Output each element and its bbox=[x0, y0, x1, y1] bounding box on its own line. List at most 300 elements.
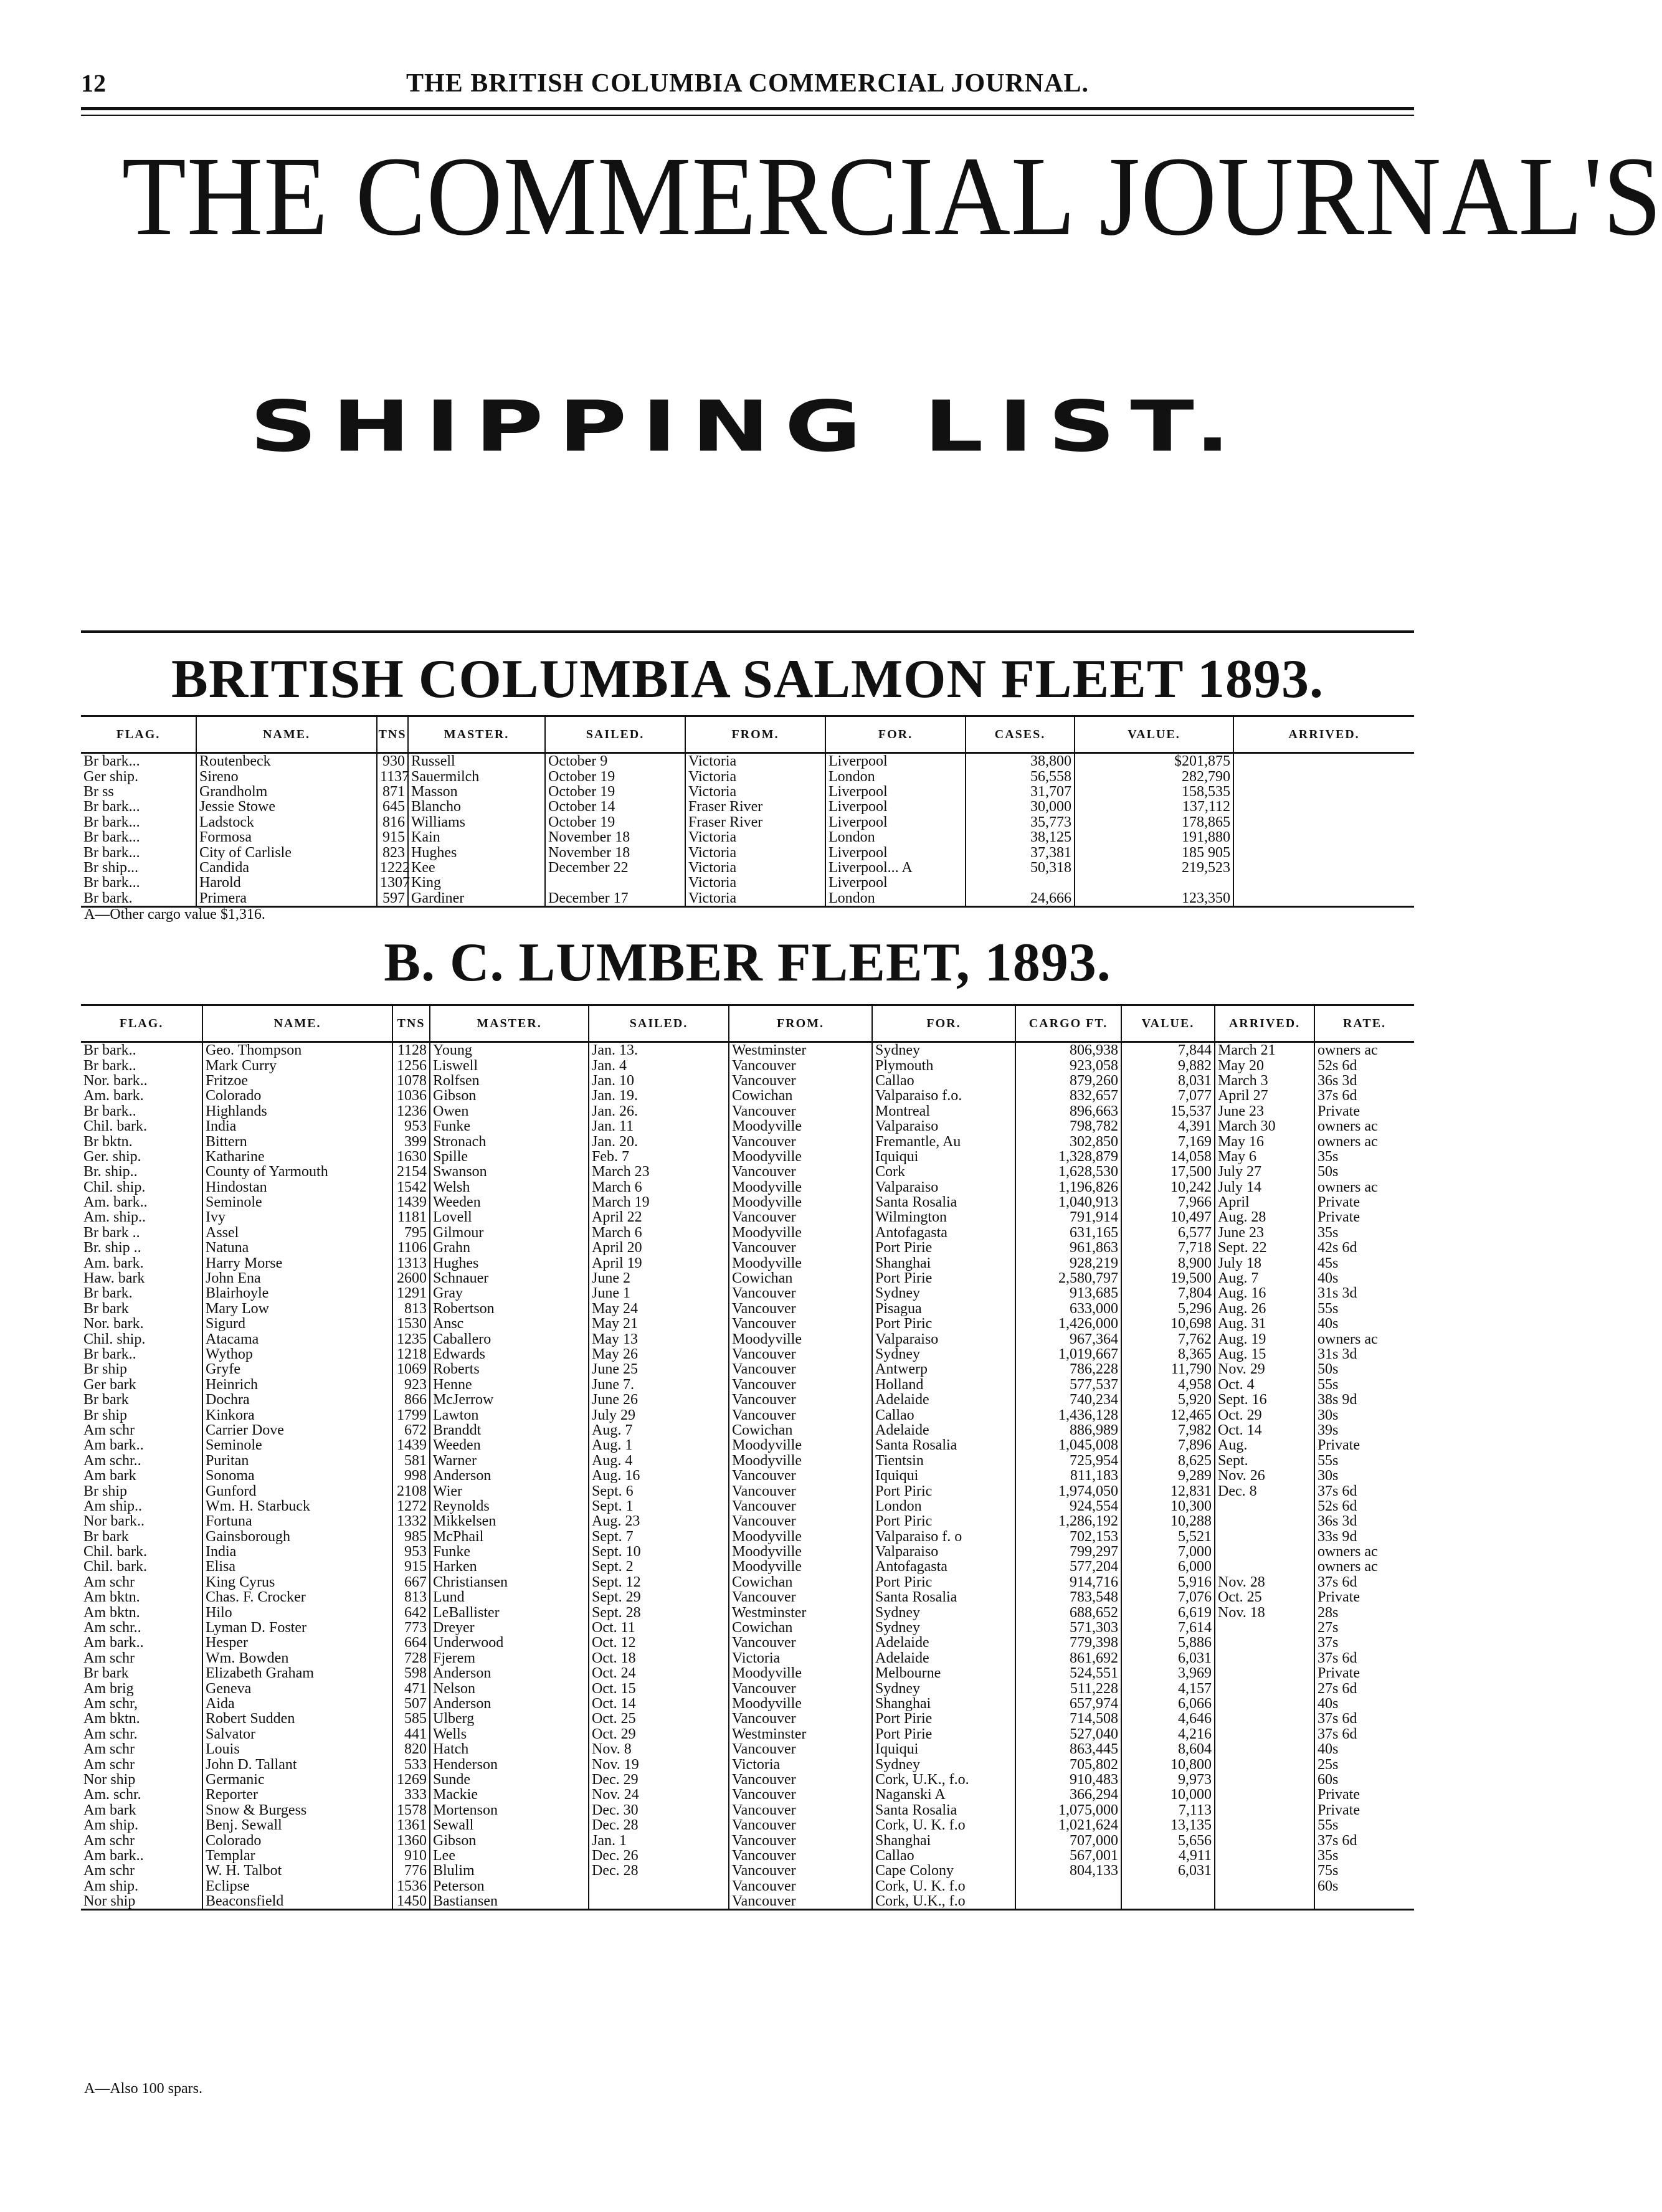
table-row bbox=[81, 1088, 1414, 1103]
table-cell: 832,657 bbox=[1015, 1088, 1121, 1103]
table-cell: Vancouver bbox=[729, 1301, 872, 1316]
table-cell: 471 bbox=[392, 1681, 430, 1696]
table-cell: Vancouver bbox=[729, 1894, 872, 1910]
table-row bbox=[81, 830, 1414, 845]
table-cell: Vancouver bbox=[729, 1742, 872, 1757]
table-cell: 52s 6d bbox=[1314, 1058, 1414, 1073]
table-row bbox=[81, 1073, 1414, 1088]
table-cell: 7,169 bbox=[1121, 1134, 1215, 1149]
table-cell: 6,031 bbox=[1121, 1651, 1215, 1666]
table-cell: McJerrow bbox=[430, 1392, 589, 1407]
table-row bbox=[81, 1195, 1414, 1210]
table-cell: 52s 6d bbox=[1314, 1499, 1414, 1514]
table-cell: Katharine bbox=[202, 1149, 392, 1164]
table-cell: June 2 bbox=[589, 1271, 729, 1286]
column-header: RATE. bbox=[1314, 1005, 1414, 1042]
table-cell: Lawton bbox=[430, 1407, 589, 1422]
column-header: SAILED. bbox=[545, 716, 685, 753]
table-cell: India bbox=[202, 1544, 392, 1559]
table-row bbox=[81, 1119, 1414, 1134]
table-cell: May 26 bbox=[589, 1347, 729, 1362]
table-cell: Iquiqui bbox=[872, 1468, 1015, 1483]
table-cell: Caballero bbox=[430, 1331, 589, 1346]
table-cell: Victoria bbox=[685, 784, 825, 799]
table-cell: 776 bbox=[392, 1863, 430, 1878]
table-cell: Moodyville bbox=[729, 1180, 872, 1195]
table-cell: Heinrich bbox=[202, 1377, 392, 1392]
table-cell: 2,580,797 bbox=[1015, 1271, 1121, 1286]
table-cell: Aug. 1 bbox=[589, 1438, 729, 1453]
table-cell: 12,831 bbox=[1121, 1483, 1215, 1498]
table-cell: Callao bbox=[872, 1848, 1015, 1863]
table-cell: 2154 bbox=[392, 1164, 430, 1179]
table-cell: Br bark bbox=[83, 1300, 129, 1317]
table-cell: 27s 6d bbox=[1314, 1681, 1414, 1696]
table-cell: 55s bbox=[1314, 1377, 1414, 1392]
table-cell: 10,800 bbox=[1121, 1757, 1215, 1772]
table-cell: Santa Rosalia bbox=[872, 1195, 1015, 1210]
table-cell: Holland bbox=[872, 1377, 1015, 1392]
table-cell: Br bark. bbox=[83, 1285, 133, 1302]
table-row bbox=[81, 1438, 1414, 1453]
table-cell: 30,000 bbox=[966, 799, 1075, 814]
table-cell: Cowichan bbox=[729, 1620, 872, 1635]
salmon-header-row bbox=[81, 716, 1414, 753]
table-cell: Vancouver bbox=[729, 1347, 872, 1362]
table-cell: Fremantle, Au bbox=[872, 1134, 1015, 1149]
table-cell: Assel bbox=[202, 1225, 392, 1240]
lumber-fleet-table bbox=[81, 1004, 1414, 1911]
table-cell: 707,000 bbox=[1015, 1833, 1121, 1848]
table-cell: Wier bbox=[430, 1483, 589, 1498]
table-cell: Elisa bbox=[202, 1559, 392, 1574]
table-cell: Oct. 11 bbox=[589, 1620, 729, 1635]
column-header: FOR. bbox=[872, 1005, 1015, 1042]
table-cell: Aug. 19 bbox=[1215, 1331, 1314, 1346]
table-cell bbox=[1215, 1499, 1314, 1514]
table-cell: Gryfe bbox=[202, 1362, 392, 1377]
table-cell: 37s 6d bbox=[1314, 1833, 1414, 1848]
table-row bbox=[81, 1803, 1414, 1818]
table-cell: 507 bbox=[392, 1696, 430, 1711]
table-row bbox=[81, 1863, 1414, 1878]
table-row bbox=[81, 1104, 1414, 1119]
table-cell: Primera bbox=[196, 891, 377, 907]
table-cell: Adelaide bbox=[872, 1651, 1015, 1666]
table-cell: 158,535 bbox=[1075, 784, 1233, 799]
table-row bbox=[81, 1818, 1414, 1833]
table-cell: Vancouver bbox=[729, 1407, 872, 1422]
table-cell: 42s 6d bbox=[1314, 1240, 1414, 1255]
table-cell: Sept. 12 bbox=[589, 1575, 729, 1590]
table-row bbox=[81, 1696, 1414, 1711]
table-cell: Oct. 18 bbox=[589, 1651, 729, 1666]
table-cell: 1218 bbox=[392, 1347, 430, 1362]
table-cell: Ladstock bbox=[196, 815, 377, 830]
table-cell: Sunde bbox=[430, 1772, 589, 1787]
table-cell: 688,652 bbox=[1015, 1605, 1121, 1620]
table-cell: Dec. 28 bbox=[589, 1818, 729, 1833]
table-cell: 9,973 bbox=[1121, 1772, 1215, 1787]
table-cell: Fortuna bbox=[202, 1514, 392, 1529]
table-cell: Colorado bbox=[202, 1833, 392, 1848]
table-cell: July 27 bbox=[1215, 1164, 1314, 1179]
table-cell: Sydney bbox=[872, 1286, 1015, 1301]
column-header: MASTER. bbox=[430, 1005, 589, 1042]
table-cell bbox=[1233, 799, 1414, 814]
table-cell: 879,260 bbox=[1015, 1073, 1121, 1088]
table-cell: Aug. 4 bbox=[589, 1453, 729, 1468]
table-cell: 40s bbox=[1314, 1696, 1414, 1711]
column-header: ARRIVED. bbox=[1233, 716, 1414, 753]
table-cell: July 14 bbox=[1215, 1180, 1314, 1195]
table-row bbox=[81, 1164, 1414, 1179]
column-header: NAME. bbox=[202, 1005, 392, 1042]
table-cell: March 6 bbox=[589, 1180, 729, 1195]
table-cell: Am schr bbox=[83, 1756, 135, 1773]
table-cell: Santa Rosalia bbox=[872, 1590, 1015, 1605]
table-cell: 813 bbox=[392, 1301, 430, 1316]
table-cell: Am schr.. bbox=[83, 1452, 141, 1469]
table-cell bbox=[1075, 875, 1233, 890]
table-cell: W. H. Talbot bbox=[202, 1863, 392, 1878]
table-cell bbox=[966, 875, 1075, 890]
table-cell: 667 bbox=[392, 1575, 430, 1590]
table-cell: Victoria bbox=[685, 860, 825, 875]
table-cell: Wm. H. Starbuck bbox=[202, 1499, 392, 1514]
table-cell: Am ship. bbox=[83, 1817, 139, 1834]
table-cell: Liverpool bbox=[825, 784, 966, 799]
table-cell: Moodyville bbox=[729, 1438, 872, 1453]
table-cell: Vancouver bbox=[729, 1514, 872, 1529]
table-cell: April 27 bbox=[1215, 1088, 1314, 1103]
table-cell: Funke bbox=[430, 1544, 589, 1559]
table-cell: Vancouver bbox=[729, 1878, 872, 1893]
table-cell: 2108 bbox=[392, 1483, 430, 1498]
table-cell: Westminster bbox=[729, 1727, 872, 1742]
table-cell: LeBallister bbox=[430, 1605, 589, 1620]
table-cell: Liverpool... A bbox=[825, 860, 966, 875]
table-cell: 633,000 bbox=[1015, 1301, 1121, 1316]
table-cell: Private bbox=[1314, 1787, 1414, 1802]
table-cell: Feb. 7 bbox=[589, 1149, 729, 1164]
table-cell: 191,880 bbox=[1075, 830, 1233, 845]
table-row bbox=[81, 891, 1414, 907]
column-header: TNS bbox=[377, 716, 408, 753]
table-cell: Valparaiso f.o. bbox=[872, 1088, 1015, 1103]
table-cell: 806,938 bbox=[1015, 1042, 1121, 1058]
table-cell: 13,135 bbox=[1121, 1818, 1215, 1833]
lumber-fleet-title: B. C. LUMBER FLEET, 1893. bbox=[384, 933, 1111, 993]
table-cell: 1,021,624 bbox=[1015, 1818, 1121, 1833]
table-row bbox=[81, 799, 1414, 814]
table-cell: Private bbox=[1314, 1210, 1414, 1225]
table-cell: Oct. 25 bbox=[589, 1711, 729, 1726]
table-cell: Am schr bbox=[83, 1863, 135, 1879]
table-row bbox=[81, 1392, 1414, 1407]
table-cell: March 3 bbox=[1215, 1073, 1314, 1088]
table-cell: Westminster bbox=[729, 1605, 872, 1620]
table-row bbox=[81, 1514, 1414, 1529]
table-row bbox=[81, 1742, 1414, 1757]
table-cell: 5,521 bbox=[1121, 1529, 1215, 1544]
table-cell bbox=[1233, 784, 1414, 799]
table-row bbox=[81, 1772, 1414, 1787]
table-cell bbox=[1215, 1818, 1314, 1833]
table-cell: Private bbox=[1314, 1590, 1414, 1605]
table-cell: November 18 bbox=[545, 845, 685, 860]
table-cell: Nelson bbox=[430, 1681, 589, 1696]
table-cell: Adelaide bbox=[872, 1635, 1015, 1650]
table-cell: Moodyville bbox=[729, 1696, 872, 1711]
table-cell: Anderson bbox=[430, 1666, 589, 1681]
table-cell: May 13 bbox=[589, 1331, 729, 1346]
table-cell: 37s bbox=[1314, 1635, 1414, 1650]
table-row bbox=[81, 1559, 1414, 1574]
table-cell: Jan. 11 bbox=[589, 1119, 729, 1134]
table-cell: Am. schr. bbox=[83, 1787, 141, 1803]
table-cell: Schnauer bbox=[430, 1271, 589, 1286]
table-cell: 1235 bbox=[392, 1331, 430, 1346]
running-head bbox=[81, 69, 1414, 103]
table-cell: 7,076 bbox=[1121, 1590, 1215, 1605]
table-cell: 38,800 bbox=[966, 753, 1075, 769]
table-cell: 50s bbox=[1314, 1164, 1414, 1179]
table-cell: Mark Curry bbox=[202, 1058, 392, 1073]
table-row bbox=[81, 1727, 1414, 1742]
table-cell: owners ac bbox=[1314, 1180, 1414, 1195]
table-cell: Fraser River bbox=[685, 815, 825, 830]
table-cell: 6,031 bbox=[1121, 1863, 1215, 1878]
table-cell: Am bark.. bbox=[83, 1437, 144, 1454]
table-cell: 585 bbox=[392, 1711, 430, 1726]
table-row bbox=[81, 1407, 1414, 1422]
table-cell: 861,692 bbox=[1015, 1651, 1121, 1666]
table-cell: 1,628,530 bbox=[1015, 1164, 1121, 1179]
table-row bbox=[81, 1453, 1414, 1468]
table-cell: Br ss bbox=[83, 783, 114, 800]
column-header: VALUE. bbox=[1075, 716, 1233, 753]
table-cell: Oct. 4 bbox=[1215, 1377, 1314, 1392]
table-cell: 1360 bbox=[392, 1833, 430, 1848]
table-cell: April 19 bbox=[589, 1255, 729, 1270]
table-cell: owners ac bbox=[1314, 1559, 1414, 1574]
table-cell: Jan. 13. bbox=[589, 1042, 729, 1058]
table-cell: 50s bbox=[1314, 1362, 1414, 1377]
table-cell: Port Pirie bbox=[872, 1711, 1015, 1726]
table-cell: Antwerp bbox=[872, 1362, 1015, 1377]
table-cell: Br bark bbox=[83, 1528, 129, 1545]
table-cell: Chil. bark. bbox=[83, 1559, 147, 1575]
table-cell: Liverpool bbox=[825, 875, 966, 890]
table-cell: Warner bbox=[430, 1453, 589, 1468]
table-cell: Jan. 1 bbox=[589, 1833, 729, 1848]
table-cell: Vancouver bbox=[729, 1848, 872, 1863]
table-cell: Kinkora bbox=[202, 1407, 392, 1422]
table-cell: 863,445 bbox=[1015, 1742, 1121, 1757]
table-cell: Hughes bbox=[408, 845, 545, 860]
table-cell: Naganski A bbox=[872, 1787, 1015, 1802]
table-cell: 1291 bbox=[392, 1286, 430, 1301]
table-cell: Tientsin bbox=[872, 1453, 1015, 1468]
table-cell: March 6 bbox=[589, 1225, 729, 1240]
table-cell: Shanghai bbox=[872, 1833, 1015, 1848]
table-cell: $201,875 bbox=[1075, 753, 1233, 769]
table-cell: 7,614 bbox=[1121, 1620, 1215, 1635]
table-cell: 30s bbox=[1314, 1407, 1414, 1422]
table-row bbox=[81, 753, 1414, 769]
table-cell: 1,974,050 bbox=[1015, 1483, 1121, 1498]
table-cell: Snow & Burgess bbox=[202, 1803, 392, 1818]
table-cell: Vancouver bbox=[729, 1392, 872, 1407]
table-cell: Sept. 22 bbox=[1215, 1240, 1314, 1255]
table-cell: June 26 bbox=[589, 1392, 729, 1407]
table-cell: March 30 bbox=[1215, 1119, 1314, 1134]
table-cell: 7,762 bbox=[1121, 1331, 1215, 1346]
table-cell bbox=[1215, 1742, 1314, 1757]
table-cell: Welsh bbox=[430, 1180, 589, 1195]
table-cell: April bbox=[1215, 1195, 1314, 1210]
table-cell: Lovell bbox=[430, 1210, 589, 1225]
table-row bbox=[81, 1605, 1414, 1620]
table-cell: 55s bbox=[1314, 1453, 1414, 1468]
table-cell: Am. bark. bbox=[83, 1255, 144, 1271]
table-cell bbox=[1233, 769, 1414, 784]
table-cell: 60s bbox=[1314, 1878, 1414, 1893]
table-cell: Benj. Sewall bbox=[202, 1818, 392, 1833]
table-cell: India bbox=[202, 1119, 392, 1134]
table-cell: 178,865 bbox=[1075, 815, 1233, 830]
table-cell: Aug. bbox=[1215, 1438, 1314, 1453]
masthead-title: THE COMMERCIAL JOURNAL'S bbox=[121, 134, 1662, 259]
table-cell: Moodyville bbox=[729, 1255, 872, 1270]
table-cell: Nor bark.. bbox=[83, 1513, 145, 1530]
table-cell: 804,133 bbox=[1015, 1863, 1121, 1878]
table-cell: 1361 bbox=[392, 1818, 430, 1833]
table-row bbox=[81, 860, 1414, 875]
table-cell: Sonoma bbox=[202, 1468, 392, 1483]
table-cell: Dec. 30 bbox=[589, 1803, 729, 1818]
table-cell: 783,548 bbox=[1015, 1590, 1121, 1605]
table-cell: Vancouver bbox=[729, 1164, 872, 1179]
table-cell: 37s 6d bbox=[1314, 1483, 1414, 1498]
table-cell: 5,916 bbox=[1121, 1575, 1215, 1590]
table-cell: 820 bbox=[392, 1742, 430, 1757]
table-cell: 799,297 bbox=[1015, 1544, 1121, 1559]
table-cell bbox=[1215, 1711, 1314, 1726]
table-cell: Kee bbox=[408, 860, 545, 875]
table-cell: 779,398 bbox=[1015, 1635, 1121, 1650]
table-cell: Vancouver bbox=[729, 1833, 872, 1848]
table-cell: 597 bbox=[377, 891, 408, 907]
table-cell: Vancouver bbox=[729, 1499, 872, 1514]
column-header: FROM. bbox=[685, 716, 825, 753]
table-cell: Jan. 20. bbox=[589, 1134, 729, 1149]
table-cell: Valparaiso bbox=[872, 1544, 1015, 1559]
table-cell: Hesper bbox=[202, 1635, 392, 1650]
table-cell: Am ship.. bbox=[83, 1498, 143, 1514]
table-cell: Bittern bbox=[202, 1134, 392, 1149]
table-cell: April 20 bbox=[589, 1240, 729, 1255]
table-cell: 30s bbox=[1314, 1468, 1414, 1483]
table-cell: 12,465 bbox=[1121, 1407, 1215, 1422]
table-cell: Victoria bbox=[685, 845, 825, 860]
table-cell: 1106 bbox=[392, 1240, 430, 1255]
table-row bbox=[81, 1240, 1414, 1255]
table-cell: Eclipse bbox=[202, 1878, 392, 1893]
table-cell: Grandholm bbox=[196, 784, 377, 799]
table-cell: Robertson bbox=[430, 1301, 589, 1316]
table-cell bbox=[1215, 1651, 1314, 1666]
table-cell: Vancouver bbox=[729, 1772, 872, 1787]
table-cell: King bbox=[408, 875, 545, 890]
table-cell: 35s bbox=[1314, 1848, 1414, 1863]
table-cell: Owen bbox=[430, 1104, 589, 1119]
table-cell: Gilmour bbox=[430, 1225, 589, 1240]
table-cell: Am bark bbox=[83, 1468, 136, 1484]
table-cell: Oct. 14 bbox=[589, 1696, 729, 1711]
table-cell: Victoria bbox=[729, 1757, 872, 1772]
table-cell: Victoria bbox=[685, 891, 825, 907]
table-cell: Aug. 16 bbox=[1215, 1286, 1314, 1301]
table-cell: 1542 bbox=[392, 1180, 430, 1195]
table-cell: 56,558 bbox=[966, 769, 1075, 784]
table-cell: Nov. 8 bbox=[589, 1742, 729, 1757]
table-row bbox=[81, 815, 1414, 830]
table-cell: 913,685 bbox=[1015, 1286, 1121, 1301]
table-cell bbox=[1215, 1620, 1314, 1635]
table-cell: Vancouver bbox=[729, 1590, 872, 1605]
table-cell: Lyman D. Foster bbox=[202, 1620, 392, 1635]
table-cell: 37s 6d bbox=[1314, 1575, 1414, 1590]
table-cell: Lee bbox=[430, 1848, 589, 1863]
table-cell: 791,914 bbox=[1015, 1210, 1121, 1225]
table-cell: 705,802 bbox=[1015, 1757, 1121, 1772]
table-cell: 60s bbox=[1314, 1772, 1414, 1787]
lumber-footnote: A—Also 100 spars. bbox=[84, 2081, 202, 2097]
table-cell: 915 bbox=[392, 1559, 430, 1574]
table-cell: Aug. 23 bbox=[589, 1514, 729, 1529]
table-cell: 1036 bbox=[392, 1088, 430, 1103]
table-cell bbox=[1233, 860, 1414, 875]
table-cell: Mackie bbox=[430, 1787, 589, 1802]
table-cell: 1078 bbox=[392, 1073, 430, 1088]
table-row bbox=[81, 1316, 1414, 1331]
table-cell: 1332 bbox=[392, 1514, 430, 1529]
table-cell: Antofagasta bbox=[872, 1225, 1015, 1240]
table-cell: 31s 3d bbox=[1314, 1286, 1414, 1301]
table-cell: Routenbeck bbox=[196, 753, 377, 769]
table-cell: 1,040,913 bbox=[1015, 1195, 1121, 1210]
table-cell bbox=[1015, 1878, 1121, 1893]
table-cell: Sept. 1 bbox=[589, 1499, 729, 1514]
table-cell: Henderson bbox=[430, 1757, 589, 1772]
table-cell: Nov. 19 bbox=[589, 1757, 729, 1772]
table-cell: 871 bbox=[377, 784, 408, 799]
table-cell: Moodyville bbox=[729, 1453, 872, 1468]
table-cell: 1256 bbox=[392, 1058, 430, 1073]
table-row bbox=[81, 1529, 1414, 1544]
table-cell: 1307 bbox=[377, 875, 408, 890]
table-cell: Mortenson bbox=[430, 1803, 589, 1818]
table-cell: 1,426,000 bbox=[1015, 1316, 1121, 1331]
table-cell: Geneva bbox=[202, 1681, 392, 1696]
table-cell: Jan. 10 bbox=[589, 1073, 729, 1088]
table-cell: Am. bark. bbox=[83, 1088, 144, 1104]
table-cell: 24,666 bbox=[966, 891, 1075, 907]
table-cell: Plymouth bbox=[872, 1058, 1015, 1073]
table-cell: Blancho bbox=[408, 799, 545, 814]
